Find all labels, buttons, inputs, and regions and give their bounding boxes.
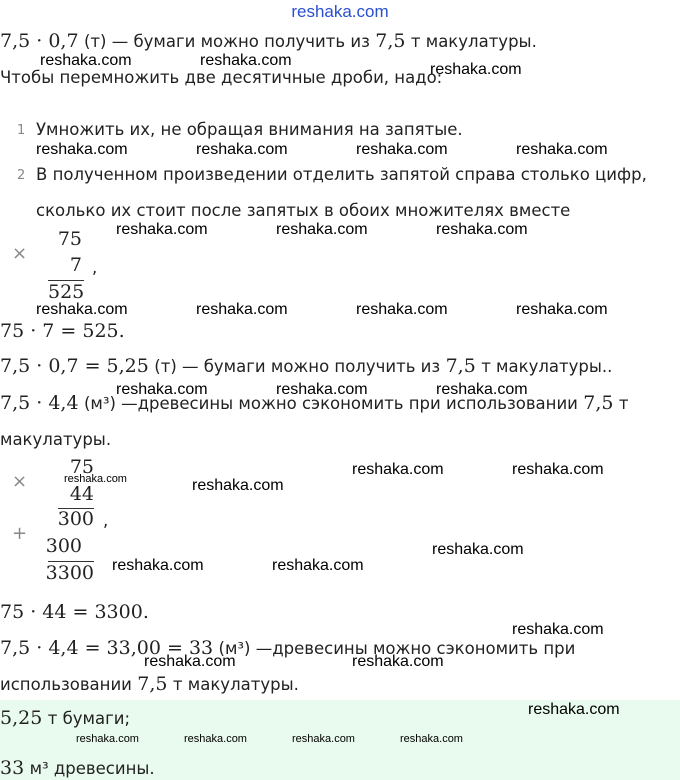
calc1-comma: , (92, 258, 98, 277)
line-1-math: 7,5 · 0,7 (0, 30, 79, 52)
line-4-text-c: т макулатуры. (172, 675, 299, 694)
line-2-math-b: 7,5 (445, 355, 476, 377)
intro-text: Чтобы перемножить две десятичные дроби, надо: (0, 68, 443, 87)
watermark: reshaka.com (272, 557, 364, 574)
line-4-math-b: 7,5 (137, 673, 168, 695)
watermark: reshaka.com (36, 141, 128, 158)
step-2-text: В полученном произведении отделить запятой справа столько цифр, (36, 165, 647, 184)
answer-1-text: т бумаги; (47, 709, 131, 728)
watermark: reshaka.com (36, 301, 128, 318)
watermark: reshaka.com (196, 141, 288, 158)
multiply-sign-1: × (12, 243, 28, 264)
line-4-math: 7,5 · 4,4 = 33,00 = 33 (0, 637, 214, 659)
watermark: reshaka.com (40, 52, 132, 69)
watermark: reshaka.com (276, 381, 368, 398)
watermark: reshaka.com (436, 381, 528, 398)
watermark: reshaka.com (436, 221, 528, 238)
line-4-cont (0, 673, 299, 695)
watermark: reshaka.com (112, 557, 204, 574)
plus-sign: + (12, 523, 28, 544)
step-1-text: Умножить их, не обращая внимания на запятые. (36, 120, 463, 139)
answer-2-math: 33 (0, 757, 25, 779)
calc2-partial-1: 300 (57, 508, 94, 530)
watermark: reshaka.com (356, 141, 448, 158)
site-header[interactable]: reshaka.com (291, 2, 389, 21)
line-1-text-b: т макулатуры. (410, 32, 537, 51)
line-2-math: 7,5 · 0,7 = 5,25 (0, 355, 149, 377)
calc2-top: 75 (69, 456, 94, 478)
calc2-result: 3300 (45, 562, 94, 584)
watermark: reshaka.com (184, 733, 247, 745)
line-1-math-b: 7,5 (375, 30, 406, 52)
watermark: reshaka.com (432, 541, 524, 558)
watermark: reshaka.com (512, 621, 604, 638)
line-3-math: 7,5 · 4,4 (0, 392, 79, 414)
watermark: reshaka.com (292, 733, 355, 745)
watermark: reshaka.com (352, 653, 444, 670)
watermark: reshaka.com (116, 381, 208, 398)
answer-2-text: м³ древесины. (29, 759, 155, 778)
watermark: reshaka.com (116, 221, 208, 238)
step-1-number: 1 (17, 123, 26, 138)
watermark: reshaka.com (352, 461, 444, 478)
line-4-text-b: использовании (0, 675, 132, 694)
watermark: reshaka.com (144, 653, 236, 670)
line-2 (0, 355, 612, 377)
watermark: reshaka.com (516, 301, 608, 318)
step-2-number: 2 (17, 168, 26, 183)
line-3-math-b: 7,5 (583, 392, 614, 414)
watermark: reshaka.com (276, 221, 368, 238)
equation-1: 75 · 7 = 525. (0, 320, 125, 342)
watermark: reshaka.com (196, 301, 288, 318)
multiply-sign-2: × (12, 471, 28, 492)
watermark: reshaka.com (64, 473, 127, 485)
calc1-mid: 7 (69, 254, 82, 276)
line-2-text-a: (т) — бумаги можно получить из (154, 357, 441, 376)
line-2-text-b: т макулатуры.. (481, 357, 613, 376)
calc2-mid: 44 (69, 483, 94, 505)
answer-line-2 (0, 757, 155, 779)
watermark: reshaka.com (516, 141, 608, 158)
line-4 (0, 637, 575, 659)
watermark: reshaka.com (356, 301, 448, 318)
calc2-partial-2: 300 (45, 535, 82, 557)
line-3-text-a: (м³) —древесины можно сэкономить при использовании (83, 394, 578, 413)
step-2-text-cont: сколько их стоит после запятых в обоих множителях вместе (36, 201, 571, 220)
line-1-text-a: (т) — бумаги можно получить из (83, 32, 370, 51)
calc2-comma: , (103, 511, 109, 530)
watermark: reshaka.com (200, 52, 292, 69)
watermark: reshaka.com (400, 733, 463, 745)
watermark: reshaka.com (430, 61, 522, 78)
watermark: reshaka.com (76, 733, 139, 745)
line-4-text-a: (м³) —древесины можно сэкономить при (218, 639, 576, 658)
line-3-text-b: т (618, 394, 629, 413)
calc1-top: 75 (57, 228, 82, 250)
equation-2: 75 · 44 = 3300. (0, 601, 149, 623)
answer-1-math: 5,25 (0, 707, 43, 729)
watermark: reshaka.com (528, 701, 620, 718)
line-1 (0, 30, 537, 52)
line-3-cont: макулатуры. (0, 430, 112, 449)
watermark: reshaka.com (512, 461, 604, 478)
calc1-result: 525 (48, 281, 85, 303)
watermark: reshaka.com (192, 477, 284, 494)
answer-line-1 (0, 707, 130, 729)
